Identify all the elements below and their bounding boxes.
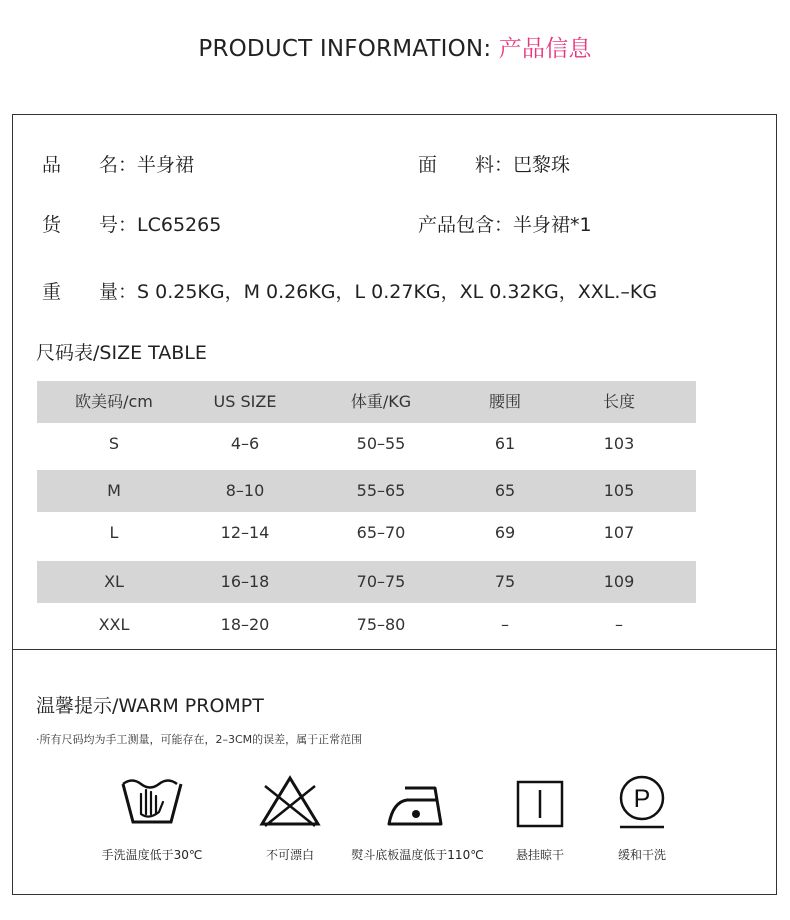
iron-icon — [383, 772, 453, 832]
table-cell: 8–10 — [225, 481, 265, 500]
info-fabric-label: 面 料： — [418, 154, 514, 176]
table-header-cell: 长度 — [602, 392, 635, 411]
care-item-gentle-dry-clean — [582, 772, 702, 863]
info-package-label: 产品包含： — [418, 214, 514, 236]
care-label: 缓和干洗 — [617, 848, 666, 862]
table-row — [37, 561, 696, 603]
info-fabric-row — [418, 150, 570, 177]
table-header-cell: US SIZE — [213, 392, 277, 411]
care-label: 悬挂晾干 — [515, 848, 564, 862]
table-row — [37, 423, 696, 465]
line-dry-icon — [505, 772, 575, 832]
size-table-header — [37, 381, 696, 423]
table-cell: XXL — [98, 615, 130, 634]
table-cell: – — [615, 615, 623, 634]
info-package-row — [418, 210, 592, 237]
table-cell: 103 — [603, 434, 635, 453]
size-table-title: 尺码表/SIZE TABLE — [36, 342, 207, 364]
info-sku-value: LC65265 — [137, 214, 222, 236]
info-name-label: 品 名： — [42, 154, 138, 176]
svg-text:P: P — [633, 785, 651, 813]
table-cell: 18–20 — [220, 615, 270, 634]
table-cell: 50–55 — [356, 434, 406, 453]
table-cell: 65–70 — [356, 523, 406, 542]
table-header-cell: 体重/KG — [350, 392, 412, 411]
no-bleach-icon — [255, 772, 325, 832]
table-cell: S — [108, 434, 120, 453]
info-weight-value: S 0.25KG，M 0.26KG，L 0.27KG，XL 0.32KG，XXL.–KG — [137, 281, 658, 303]
care-item-hand-wash — [92, 772, 212, 863]
gentle-dry-clean-icon — [607, 772, 677, 832]
page-title — [0, 30, 790, 63]
table-cell: L — [109, 523, 119, 542]
table-cell: 75–80 — [356, 615, 406, 634]
care-item-iron — [345, 772, 490, 863]
care-label: 手洗温度低于30℃ — [101, 848, 203, 862]
table-cell: 61 — [494, 434, 516, 453]
info-package-value: 半身裙*1 — [513, 214, 592, 236]
warm-prompt-title: 温馨提示/WARM PROMPT — [36, 695, 264, 717]
table-row — [37, 604, 696, 646]
table-cell: 75 — [494, 572, 516, 591]
info-sku-row — [42, 210, 221, 237]
page-title-zh: 产品信息 — [498, 36, 592, 62]
hand-wash-icon — [117, 772, 187, 832]
table-cell: 65 — [494, 481, 516, 500]
info-fabric-value: 巴黎珠 — [513, 154, 571, 176]
care-label: 不可漂白 — [265, 848, 314, 862]
table-cell: XL — [104, 572, 124, 591]
table-cell: 69 — [494, 523, 516, 542]
table-cell: 16–18 — [220, 572, 270, 591]
table-header-cell: 欧美码/cm — [75, 392, 153, 411]
table-cell: 12–14 — [220, 523, 270, 542]
table-cell: 55–65 — [356, 481, 406, 500]
table-row — [37, 470, 696, 512]
table-cell: 105 — [603, 481, 635, 500]
info-name-value: 半身裙 — [137, 154, 195, 176]
info-name-row — [42, 150, 194, 177]
care-item-no-bleach — [230, 772, 350, 863]
info-weight-row — [42, 277, 657, 304]
measurement-note: ·所有尺码均为手工测量，可能存在，2–3CM的误差，属于正常范围 — [36, 733, 363, 746]
care-label: 熨斗底板温度低于110℃ — [351, 848, 484, 862]
table-cell: 109 — [603, 572, 635, 591]
table-row — [37, 512, 696, 554]
section-divider — [12, 649, 777, 650]
table-cell: 70–75 — [356, 572, 406, 591]
page-title-en: PRODUCT INFORMATION: — [198, 36, 499, 62]
table-cell: M — [107, 481, 121, 500]
table-cell: – — [501, 615, 509, 634]
table-cell: 4–6 — [230, 434, 260, 453]
info-sku-label: 货 号： — [42, 214, 138, 236]
info-weight-label: 重 量： — [42, 281, 138, 303]
table-header-cell: 腰围 — [488, 392, 521, 411]
table-cell: 107 — [603, 523, 635, 542]
